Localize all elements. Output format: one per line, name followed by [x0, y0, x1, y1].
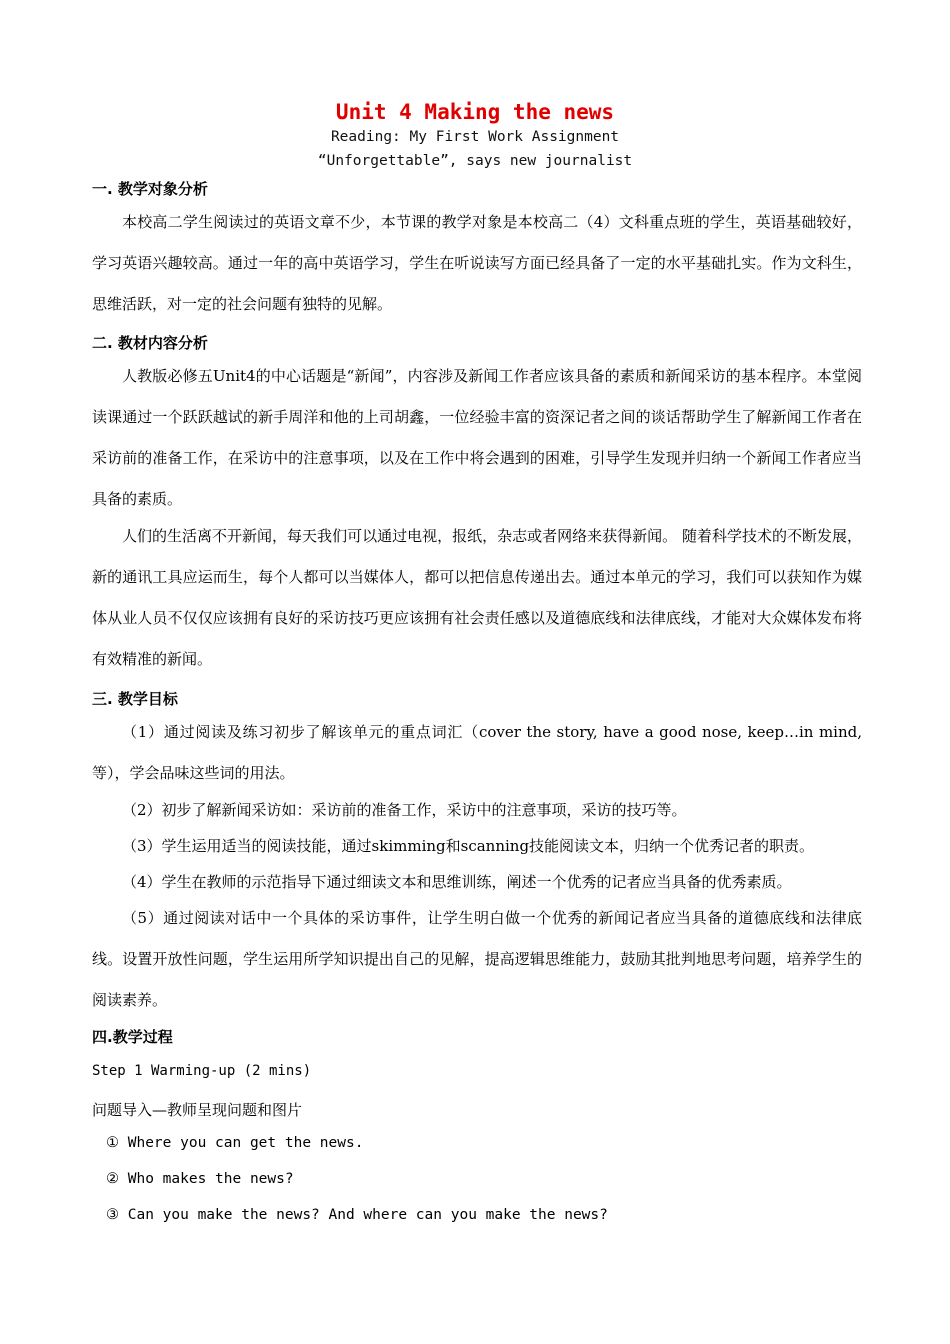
question-3: ③ Can you make the news? And where can you make the news?: [106, 1207, 608, 1223]
objective-5: （5）通过阅读对话中一个具体的采访事件，让学生明白做一个优秀的新闻记者应当具备的道德底线和法律底线。设置开放性问题，学生运用所学知识提出自己的见解，提高逻辑思维能力，鼓励其批判地思考问题，培养学生的阅读素养。: [92, 909, 862, 1009]
article-subtitle: “Unforgettable”, says new journalist: [317, 153, 633, 169]
warmup-intro: 问题导入—教师呈现问题和图片: [92, 1101, 303, 1119]
objective-4: （4）学生在教师的示范指导下通过细读文本和思维训练，阐述一个优秀的记者应当具备的优秀素质。: [122, 873, 792, 891]
objective-2: （2）初步了解新闻采访如：采访前的准备工作，采访中的注意事项，采访的技巧等。: [122, 801, 687, 819]
section-heading-2: 二. 教材内容分析: [92, 334, 208, 352]
section-2-paragraph-1: 人教版必修五Unit4的中心话题是“新闻”，内容涉及新闻工作者应该具备的素质和新闻采访的基本程序。本堂阅读课通过一个跃跃越试的新手周洋和他的上司胡鑫，一位经验丰富的资深记者之间的谈话帮助学生了解新闻工作者在采访前的准备工作，在采访中的注意事项，以及在工作中将会遇到的困难，引导学生发现并归纳一个新闻工作者应当具备的素质。: [92, 367, 862, 508]
question-1: ① Where you can get the news.: [106, 1135, 364, 1151]
section-2-paragraph-2: 人们的生活离不开新闻，每天我们可以通过电视，报纸，杂志或者网络来获得新闻。 随着科学技术的不断发展，新的通讯工具应运而生，每个人都可以当媒体人，都可以把信息传递出去。通过本单元的学习，我们可以获知作为媒体从业人员不仅仅应该拥有良好的采访技巧更应该拥有社会责任感以及道德底线和法律底线，才能对大众媒体发布将有效精准的新闻。: [92, 527, 862, 668]
reading-subtitle: Reading: My First Work Assignment: [330, 129, 620, 145]
section-heading-1: 一. 教学对象分析: [92, 180, 208, 198]
section-1-paragraph: 本校高二学生阅读过的英语文章不少，本节课的教学对象是本校高二（4）文科重点班的学生，英语基础较好，学习英语兴趣较高。通过一年的高中英语学习，学生在听说读写方面已经具备了一定的水平基础扎实。作为文科生，思维活跃，对一定的社会问题有独特的见解。: [92, 213, 862, 313]
question-2: ② Who makes the news?: [106, 1171, 294, 1187]
objective-3: （3）学生运用适当的阅读技能，通过skimming和scanning技能阅读文本，归纳一个优秀记者的职责。: [122, 837, 815, 855]
section-heading-3: 三. 教学目标: [92, 690, 178, 708]
section-heading-4: 四.教学过程: [92, 1028, 173, 1046]
objective-1: （1）通过阅读及练习初步了解该单元的重点词汇（cover the story, have a good nose, keep…in mind, 等），学会品味这些词的用法。: [92, 723, 862, 782]
document-title: Unit 4 Making the news: [335, 100, 615, 124]
step-1-label: Step 1 Warming-up (2 mins): [92, 1063, 312, 1079]
